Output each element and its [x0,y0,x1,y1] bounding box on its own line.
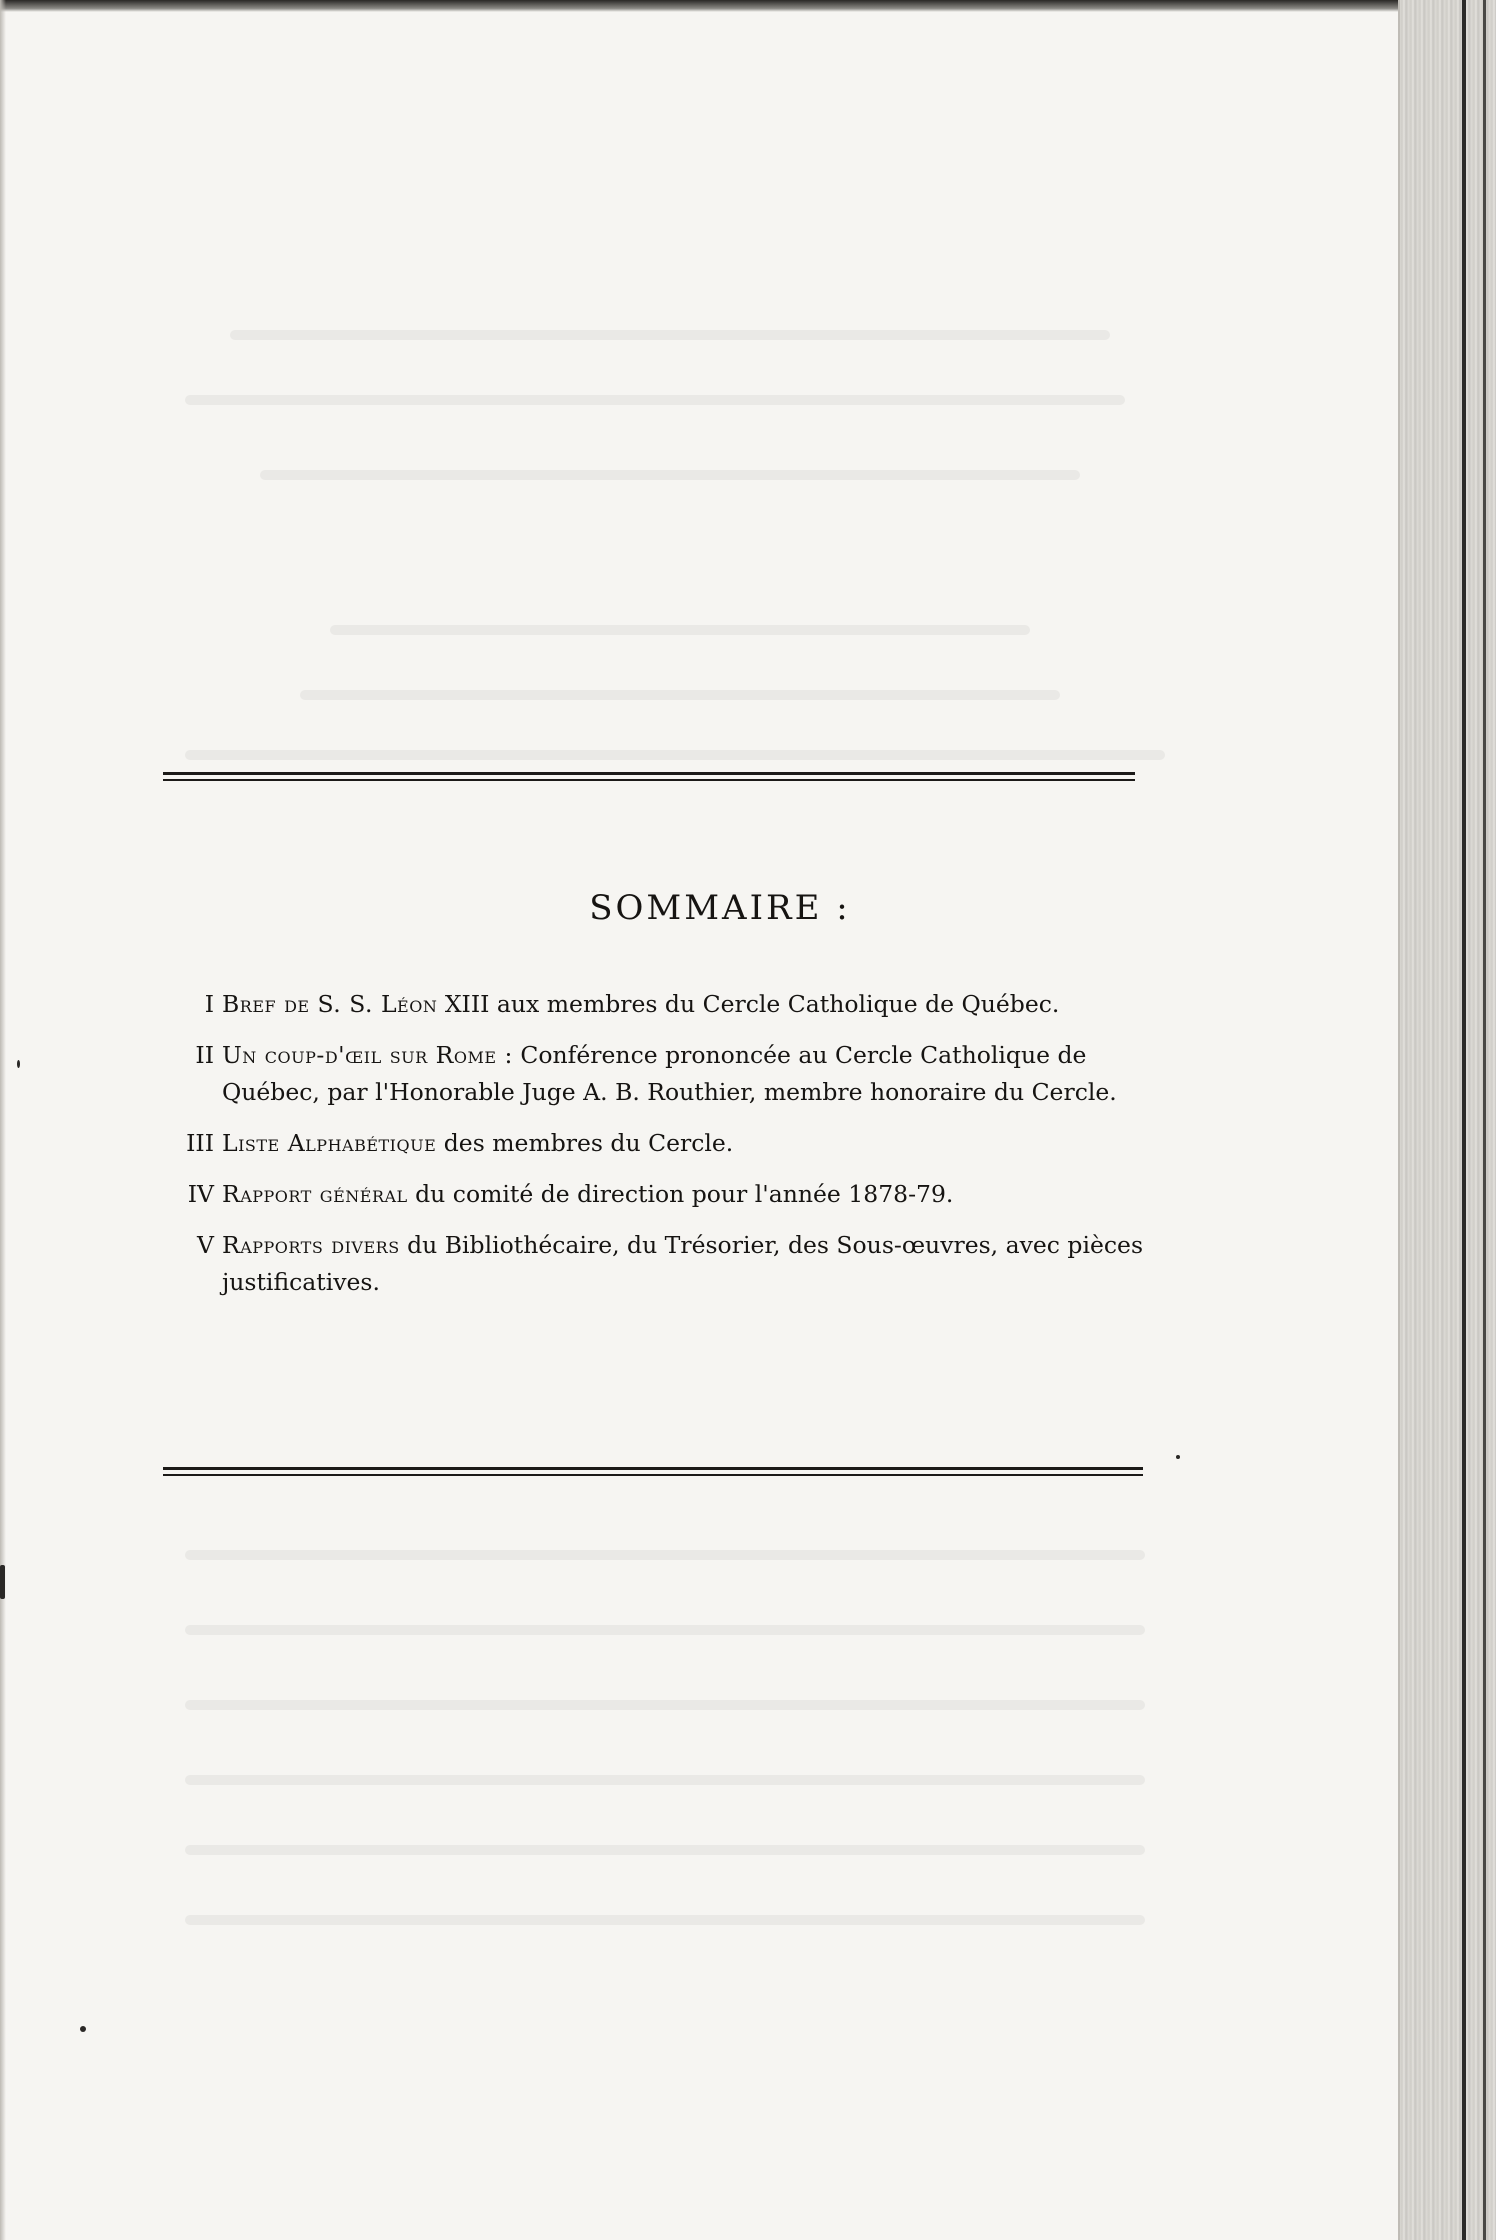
toc-entry [160,1227,1150,1301]
entry-heading: Rapport général [222,1180,408,1208]
entry-number: I [204,990,214,1018]
top-double-rule [163,772,1135,781]
bleed-through [300,690,1060,700]
bleed-through [185,395,1125,405]
entry-heading: Rapports divers [222,1231,400,1259]
entry-heading: Liste Alphabétique [222,1129,437,1157]
toc-entry [160,1176,1150,1213]
scan-left-edge [0,0,6,2240]
entry-number: IV [187,1180,214,1208]
entry-text: du Bibliothécaire, du Trésorier, des Sous-œuvres, avec pièces justificatives. [222,1231,1144,1296]
bottom-double-rule [163,1467,1143,1476]
toc-entry [160,1125,1150,1162]
bleed-through [185,750,1165,760]
entry-number: V [197,1231,214,1259]
title-text: SOMMAIRE : [589,888,851,928]
entry-number: III [186,1129,214,1157]
bleed-through [230,330,1110,340]
bleed-through [260,470,1080,480]
bleed-through [185,1550,1145,1560]
fore-edge-line [1483,0,1486,2240]
table-of-contents [160,986,1150,1315]
ink-speck [1176,1455,1180,1459]
ink-speck [80,2026,86,2032]
bleed-through [185,1845,1145,1855]
toc-entry [160,1037,1150,1111]
fore-edge-line [1462,0,1466,2240]
entry-number: II [195,1041,214,1069]
entry-text: XIII aux membres du Cercle Catholique de Québec. [437,990,1060,1018]
bleed-through [185,1700,1145,1710]
bleed-through [185,1775,1145,1785]
bleed-through [330,625,1030,635]
ink-speck [17,1060,20,1068]
ink-speck [0,1565,5,1599]
entry-heading: Un coup-d'œil sur Rome : [222,1041,513,1069]
bleed-through [185,1625,1145,1635]
entry-text: du comité de direction pour l'année 1878-79. [407,1180,954,1208]
page-fore-edge [1398,0,1496,2240]
entry-text: Conférence prononcée au Cercle Catholique de Québec, par l'Honorable Juge A. B. Routhier, membre honoraire du Cercle. [222,1041,1117,1106]
toc-entry [160,986,1150,1023]
page-title [0,888,1440,928]
scan-top-edge [0,0,1440,12]
bleed-through [185,1915,1145,1925]
entry-text: des membres du Cercle. [436,1129,734,1157]
entry-heading: Bref de S. S. Léon [222,990,438,1018]
